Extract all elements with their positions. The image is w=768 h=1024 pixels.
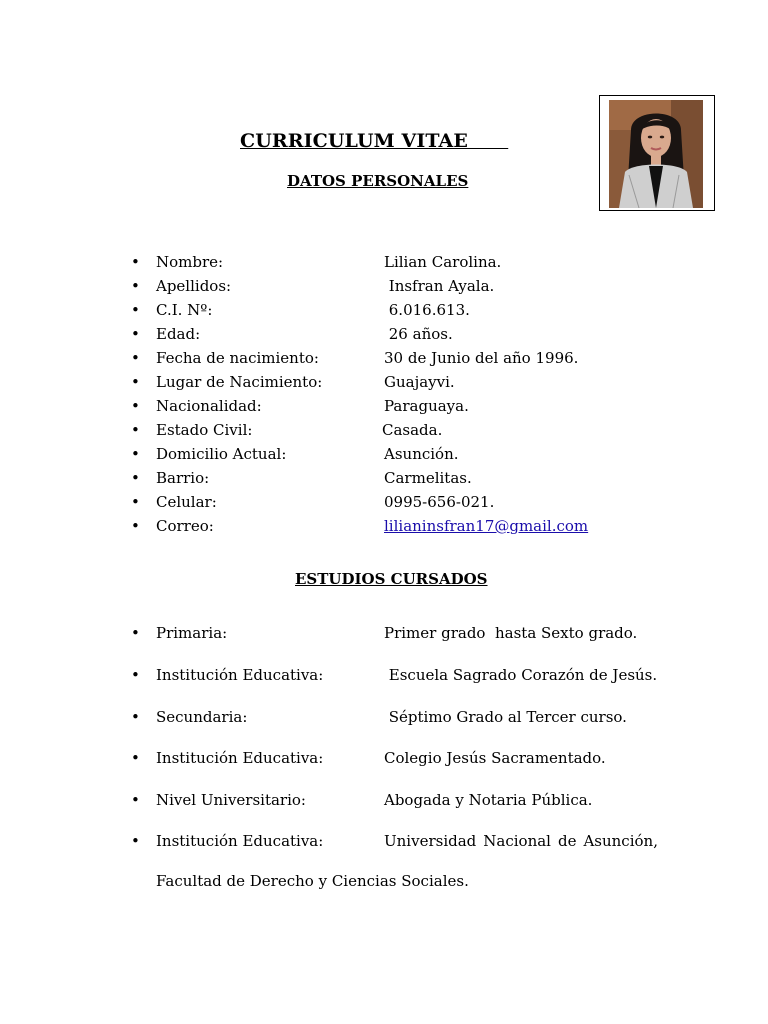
list-item [0,789,700,811]
email-link[interactable]: lilianinsfran17@gmail.com [384,517,589,535]
list-item [0,622,700,644]
list-item [0,323,700,345]
list-item [0,275,700,297]
list-item [0,347,700,369]
bullet-icon: • [131,624,140,642]
studies-heading: ESTUDIOS CURSADOS [295,570,488,588]
field-value: Abogada y Notaria Pública. [384,791,593,809]
field-label: Nacionalidad: [156,397,262,415]
field-value: Paraguaya. [384,397,469,415]
field-label: Fecha de nacimiento: [156,349,319,367]
bullet-icon: • [131,277,140,295]
value-word: Nacional [483,832,551,850]
field-label: Barrio: [156,469,210,487]
bullet-icon: • [131,349,140,367]
field-value: Séptimo Grado al Tercer curso. [384,708,627,726]
bullet-icon: • [131,708,140,726]
document-title: CURRICULUM VITAE [240,130,509,152]
bullet-icon: • [131,469,140,487]
value-word: de [557,832,577,850]
field-label: Lugar de Nacimiento: [156,373,323,391]
field-label: Institución Educativa: [156,832,324,850]
list-item [0,467,700,489]
portrait-photo-icon [609,100,703,208]
list-item [0,251,700,273]
field-label: Estado Civil: [156,421,253,439]
bullet-icon: • [131,373,140,391]
field-label: Nivel Universitario: [156,791,306,809]
field-value: Casada. [382,421,443,439]
personal-data-heading: DATOS PERSONALES [287,172,469,190]
list-item [0,419,700,441]
field-label: Domicilio Actual: [156,445,287,463]
field-label: Secundaria: [156,708,248,726]
field-label: Institución Educativa: [156,749,324,767]
list-item [0,830,700,852]
field-value: Carmelitas. [384,469,472,487]
field-value: 26 años. [384,325,453,343]
field-value: Escuela Sagrado Corazón de Jesús. [384,666,658,684]
bullet-icon: • [131,493,140,511]
value-word: Asunción, [583,832,658,850]
field-value: Insfran Ayala. [384,277,495,295]
studies-continuation-line: Facultad de Derecho y Ciencias Sociales. [156,872,469,890]
bullet-icon: • [131,421,140,439]
list-item [0,395,700,417]
field-value: Guajayvi. [384,373,455,391]
field-value: Asunción. [384,445,459,463]
value-word: Universidad [384,832,477,850]
profile-photo [599,95,715,211]
bullet-icon: • [131,445,140,463]
field-label: Nombre: [156,253,224,271]
field-label: Primaria: [156,624,228,642]
bullet-icon: • [131,791,140,809]
field-label: Edad: [156,325,201,343]
list-item [0,515,700,537]
field-value: 30 de Junio del año 1996. [384,349,579,367]
list-item [0,747,700,769]
list-item [0,491,700,513]
list-item [0,706,700,728]
bullet-icon: • [131,253,140,271]
bullet-icon: • [131,832,140,850]
list-item [0,664,700,686]
field-value [384,830,658,852]
field-value: Lilian Carolina. [384,253,502,271]
bullet-icon: • [131,397,140,415]
list-item [0,443,700,465]
bullet-icon: • [131,301,140,319]
bullet-icon: • [131,517,140,535]
field-label: Celular: [156,493,217,511]
list-item [0,371,700,393]
field-label: Institución Educativa: [156,666,324,684]
field-value: 6.016.613. [384,301,470,319]
field-value: Primer grado hasta Sexto grado. [384,624,638,642]
field-label: C.I. Nº: [156,301,213,319]
field-label: Apellidos: [156,277,232,295]
field-value: 0995-656-021. [384,493,495,511]
bullet-icon: • [131,666,140,684]
list-item [0,299,700,321]
bullet-icon: • [131,749,140,767]
field-value: Colegio Jesús Sacramentado. [384,749,606,767]
field-label: Correo: [156,517,214,535]
bullet-icon: • [131,325,140,343]
